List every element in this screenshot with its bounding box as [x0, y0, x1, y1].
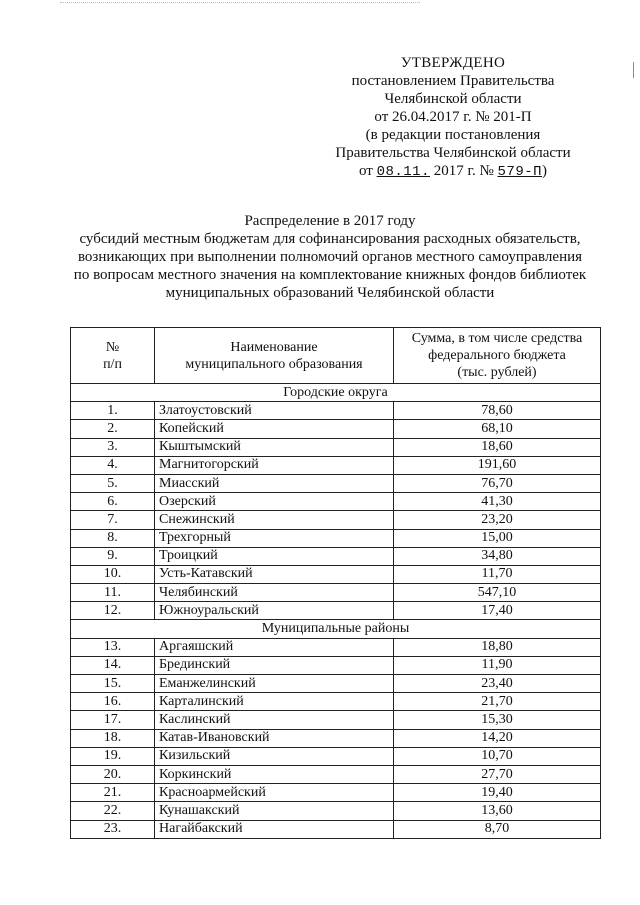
approval-line-3: от 26.04.2017 г. № 201-П — [374, 109, 532, 125]
municipality-name: Кыштымский — [155, 438, 394, 456]
table-row — [71, 675, 601, 693]
row-amount: 78,60 — [394, 402, 601, 420]
row-amount: 11,90 — [394, 656, 601, 674]
section-row — [71, 384, 601, 402]
table-row — [71, 474, 601, 492]
row-number: 21. — [71, 784, 155, 802]
amendment-date: 08.11. — [376, 164, 430, 180]
row-amount: 547,10 — [394, 584, 601, 602]
section-title: Городские округа — [71, 384, 601, 402]
row-number: 16. — [71, 693, 155, 711]
table-row — [71, 711, 601, 729]
row-number: 15. — [71, 675, 155, 693]
municipality-name: Кунашакский — [155, 802, 394, 820]
scan-artifact-mark — [633, 62, 634, 78]
row-number: 3. — [71, 438, 155, 456]
row-number: 5. — [71, 474, 155, 492]
row-amount: 11,70 — [394, 565, 601, 583]
row-amount: 15,00 — [394, 529, 601, 547]
amendment-number: 579-П — [497, 164, 543, 180]
row-number: 20. — [71, 765, 155, 783]
row-number: 8. — [71, 529, 155, 547]
table-row — [71, 656, 601, 674]
approval-title: УТВЕРЖДЕНО — [400, 55, 506, 71]
table-row — [71, 638, 601, 656]
municipality-name: Южноуральский — [155, 602, 394, 620]
row-amount: 21,70 — [394, 693, 601, 711]
title-line-4: по вопросам местного значения на комплектование книжных фондов библиотек — [73, 267, 587, 283]
row-number: 1. — [71, 402, 155, 420]
table-row — [71, 547, 601, 565]
row-number: 23. — [71, 820, 155, 838]
row-amount: 15,30 — [394, 711, 601, 729]
table-row — [71, 693, 601, 711]
row-amount: 19,40 — [394, 784, 601, 802]
distribution-table — [70, 327, 601, 839]
row-amount: 68,10 — [394, 420, 601, 438]
table-row — [71, 511, 601, 529]
municipality-name: Миасский — [155, 474, 394, 492]
municipality-name: Челябинский — [155, 584, 394, 602]
title-line-2: субсидий местным бюджетам для софинансирования расходных обязательств, — [79, 231, 581, 247]
section-row — [71, 620, 601, 638]
row-amount: 23,20 — [394, 511, 601, 529]
table-row — [71, 493, 601, 511]
title-line-5: муниципальных образований Челябинской области — [165, 285, 495, 301]
municipality-name: Катав-Ивановский — [155, 729, 394, 747]
table-row — [71, 729, 601, 747]
table-row — [71, 402, 601, 420]
title-line-3: возникающих при выполнении полномочий органов местного самоуправления — [77, 249, 583, 265]
municipality-name: Озерский — [155, 493, 394, 511]
table-row — [71, 584, 601, 602]
table-header-row — [71, 328, 601, 384]
approval-line-5: Правительства Челябинской области — [335, 145, 571, 161]
row-amount: 41,30 — [394, 493, 601, 511]
municipality-name: Златоустовский — [155, 402, 394, 420]
table-body — [71, 384, 601, 839]
row-amount: 13,60 — [394, 802, 601, 820]
header-amount: Сумма, в том числе средства федерального бюджета (тыс. рублей) — [394, 328, 601, 384]
municipality-name: Кизильский — [155, 747, 394, 765]
row-amount: 34,80 — [394, 547, 601, 565]
row-amount: 18,60 — [394, 438, 601, 456]
scan-artifact-top — [60, 2, 420, 4]
amendment-mid: 2017 г. № — [433, 163, 494, 179]
municipality-name: Магнитогорский — [155, 456, 394, 474]
row-amount: 14,20 — [394, 729, 601, 747]
approval-line-2: Челябинской области — [384, 91, 522, 107]
approval-line-1: постановлением Правительства — [351, 73, 555, 89]
municipality-name: Трехгорный — [155, 529, 394, 547]
municipality-name: Аргаяшский — [155, 638, 394, 656]
header-number: № п/п — [71, 328, 155, 384]
municipality-name: Троицкий — [155, 547, 394, 565]
table-row — [71, 820, 601, 838]
row-number: 18. — [71, 729, 155, 747]
municipality-name: Копейский — [155, 420, 394, 438]
row-number: 19. — [71, 747, 155, 765]
row-number: 9. — [71, 547, 155, 565]
municipality-name: Коркинский — [155, 765, 394, 783]
municipality-name: Карталинский — [155, 693, 394, 711]
row-number: 14. — [71, 656, 155, 674]
row-number: 6. — [71, 493, 155, 511]
table-row — [71, 765, 601, 783]
row-amount: 23,40 — [394, 675, 601, 693]
row-number: 4. — [71, 456, 155, 474]
header-name: Наименование муниципального образования — [155, 328, 394, 384]
document-title — [60, 212, 600, 302]
row-amount: 76,70 — [394, 474, 601, 492]
row-number: 12. — [71, 602, 155, 620]
table-row — [71, 456, 601, 474]
row-amount: 8,70 — [394, 820, 601, 838]
table-row — [71, 602, 601, 620]
table-row — [71, 784, 601, 802]
approval-line-4: (в редакции постановления — [365, 127, 541, 143]
amendment-suffix: ) — [542, 163, 548, 179]
amendment-line — [318, 162, 588, 181]
municipality-name: Усть-Катавский — [155, 565, 394, 583]
municipality-name: Брединский — [155, 656, 394, 674]
row-amount: 17,40 — [394, 602, 601, 620]
row-amount: 191,60 — [394, 456, 601, 474]
amendment-prefix: от — [358, 163, 373, 179]
row-amount: 27,70 — [394, 765, 601, 783]
section-title: Муниципальные районы — [71, 620, 601, 638]
row-amount: 18,80 — [394, 638, 601, 656]
title-line-1: Распределение в 2017 году — [244, 213, 416, 229]
table-row — [71, 438, 601, 456]
row-number: 11. — [71, 584, 155, 602]
table-row — [71, 802, 601, 820]
municipality-name: Еманжелинский — [155, 675, 394, 693]
municipality-name: Нагайбакский — [155, 820, 394, 838]
municipality-name: Каслинский — [155, 711, 394, 729]
approval-block — [318, 54, 588, 181]
municipality-name: Снежинский — [155, 511, 394, 529]
table-row — [71, 420, 601, 438]
table-row — [71, 529, 601, 547]
table-row — [71, 747, 601, 765]
row-amount: 10,70 — [394, 747, 601, 765]
row-number: 7. — [71, 511, 155, 529]
row-number: 22. — [71, 802, 155, 820]
row-number: 13. — [71, 638, 155, 656]
table-row — [71, 565, 601, 583]
row-number: 2. — [71, 420, 155, 438]
row-number: 10. — [71, 565, 155, 583]
row-number: 17. — [71, 711, 155, 729]
municipality-name: Красноармейский — [155, 784, 394, 802]
